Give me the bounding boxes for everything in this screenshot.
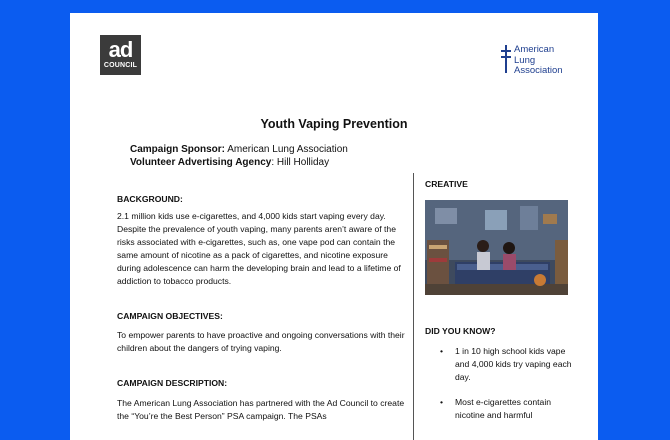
background-text: 2.1 million kids use e-cigarettes, and 4,000 kids start vaping every day. Despite the prevalence of youth vaping, many parents aren’t aware of the risks associated with e-cigarettes, such as, one vape pod can contain the same amount of nicotine as a pack of cigarettes, and nicotine exposure during adolescence can harm the developing brain and lead to a lifetime of addiction to tobacco products. [117,211,401,286]
description-heading: CAMPAIGN DESCRIPTION: [117,378,228,388]
bullet: • [440,397,444,407]
double-cross-icon [500,45,512,73]
did-you-know-list [437,345,572,434]
agency-label: Volunteer Advertising Agency [130,157,272,168]
creative-image [425,200,568,295]
agency-value: : Hill Holliday [271,157,330,168]
american-lung-association-logo [500,45,580,77]
ad-council-logo-ad: ad [108,37,133,62]
creative-heading: CREATIVE [425,179,468,189]
background-heading: BACKGROUND: [117,194,183,204]
ad-council-logo-council: COUNCIL [103,62,138,69]
document-title: Youth Vaping Prevention [260,117,408,131]
objectives-text: To empower parents to have proactive and ongoing conversations with their children about the dangers of trying vaping. [117,330,405,353]
bullet: • [440,346,444,356]
description-text: The American Lung Association has partnered with the Ad Council to create the “You’re the Best Person” PSA campaign. The PSAs [117,398,405,421]
document-page [70,13,598,440]
ala-logo-text: American Lung Association [514,44,563,76]
fact-text: Most e-cigarettes contain nicotine and harmful [455,397,552,420]
fact-text: 1 in 10 high school kids vape and 4,000 kids try vaping each day. [455,346,572,382]
ad-council-logo [100,35,141,75]
column-divider [413,173,414,440]
campaign-sponsor [130,144,348,155]
list-item [437,396,572,422]
sponsor-value: American Lung Association [225,144,348,155]
list-item [437,345,572,384]
objectives-heading: CAMPAIGN OBJECTIVES: [117,311,223,321]
advertising-agency [130,157,329,168]
sponsor-label: Campaign Sponsor: [130,144,226,155]
bedroom-scene-illustration [425,200,568,295]
did-you-know-heading: DID YOU KNOW? [425,326,496,336]
